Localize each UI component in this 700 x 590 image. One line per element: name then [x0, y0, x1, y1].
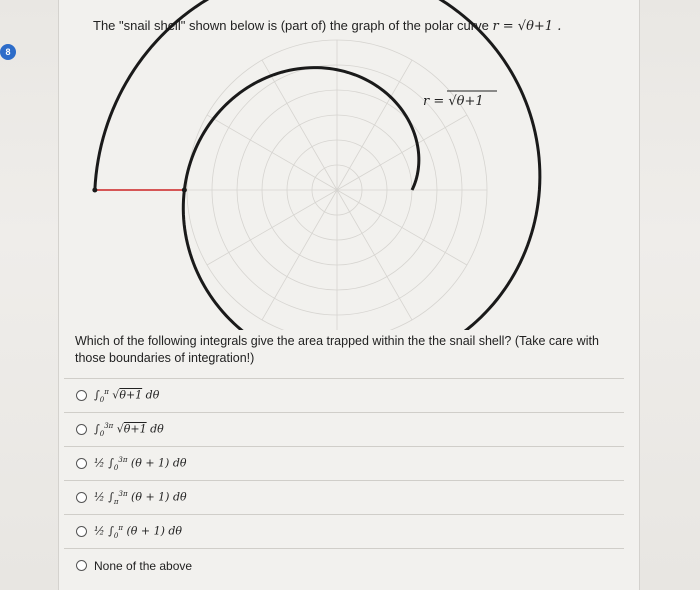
curve-endpoint: [92, 188, 97, 193]
option-d-radio[interactable]: [76, 492, 87, 503]
grid-spoke: [337, 60, 412, 190]
option-c-label: ½ $\int_0^{3\pi}$ (θ + 1) dθ: [94, 455, 187, 472]
option-f-radio[interactable]: [76, 560, 87, 571]
prompt-text: The "snail shell" shown below is (part of) the graph of the polar curve: [93, 18, 493, 33]
option-d-label: ½ $\int_\pi^{3\pi}$ (θ + 1) dθ: [94, 489, 187, 506]
answer-options: [64, 378, 624, 582]
option-a[interactable]: [64, 378, 624, 412]
grid-spoke: [207, 115, 337, 190]
grid-spoke: [262, 190, 337, 320]
option-f[interactable]: [64, 548, 624, 582]
option-d[interactable]: [64, 480, 624, 514]
grid-spoke: [337, 115, 467, 190]
question-number-badge: 8: [0, 44, 16, 60]
grid-spoke: [207, 190, 337, 265]
spiral-curve: [95, 0, 540, 330]
question-text: Which of the following integrals give the area trapped within the the snail shell? (Take care with those boundaries of integration!): [75, 334, 599, 365]
grid-spoke: [262, 60, 337, 190]
option-e[interactable]: [64, 514, 624, 548]
option-c[interactable]: [64, 446, 624, 480]
option-b[interactable]: [64, 412, 624, 446]
prompt-math: r = √θ+1 .: [492, 19, 562, 34]
option-a-label: $\int_0^\pi$ √θ+1 dθ: [94, 387, 160, 404]
grid-spoke: [337, 190, 412, 320]
option-b-radio[interactable]: [76, 424, 87, 435]
option-a-radio[interactable]: [76, 390, 87, 401]
option-e-label: ½ $\int_0^\pi$ (θ + 1) dθ: [94, 523, 183, 540]
option-f-label: None of the above: [94, 558, 193, 573]
curve-point: [182, 188, 187, 193]
polar-grid: [187, 40, 487, 330]
option-c-radio[interactable]: [76, 458, 87, 469]
option-b-label: $\int_0^{3\pi}$ √θ+1 dθ: [94, 421, 164, 438]
curve-label: r = √θ+1: [423, 94, 484, 109]
grid-spoke: [337, 190, 467, 265]
option-e-radio[interactable]: [76, 526, 87, 537]
